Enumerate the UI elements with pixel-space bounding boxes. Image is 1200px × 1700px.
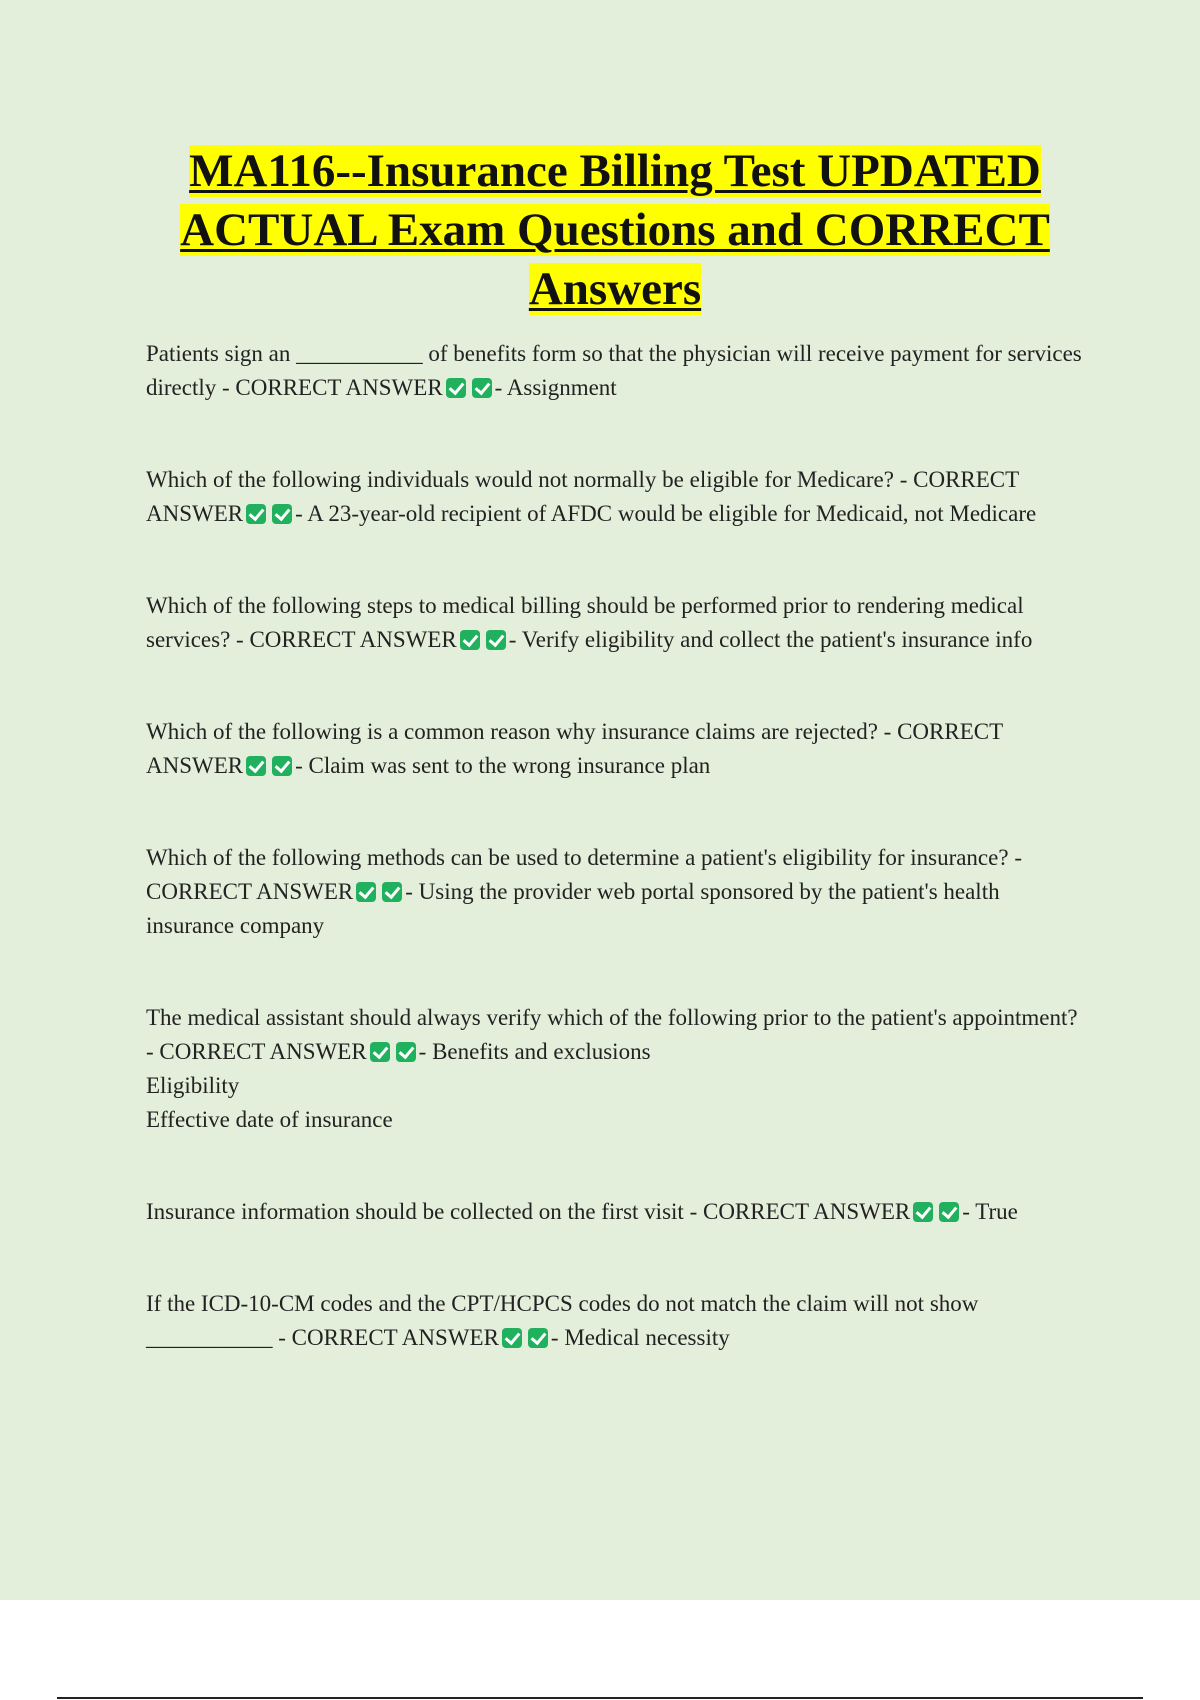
green-checkmark-icon: [460, 630, 480, 650]
qa-paragraph: [146, 1195, 1086, 1229]
qa-paragraph: [146, 337, 1086, 405]
green-checkmark-icon: [446, 378, 466, 398]
answer-marker: - CORRECT ANSWER: [689, 1199, 911, 1224]
answer-text: - Claim was sent to the wrong insurance plan: [295, 753, 711, 778]
qa-paragraph: [146, 1001, 1086, 1069]
answer-text: - Benefits and exclusions: [418, 1039, 651, 1064]
qa-paragraph: [146, 589, 1086, 657]
answer-marker: - CORRECT ANSWER: [146, 719, 1003, 778]
qa-paragraph: [146, 841, 1086, 943]
green-checkmark-icon: [528, 1328, 548, 1348]
answer-text: - Medical necessity: [550, 1325, 730, 1350]
green-checkmark-icon: [486, 630, 506, 650]
question-text: Which of the following is a common reason why insurance claims are rejected?: [146, 719, 878, 744]
green-checkmark-icon: [472, 378, 492, 398]
question-text: Patients sign an ___________ of benefits form so that the physician will receive payment for services directly: [146, 341, 1082, 400]
answer-text: - Assignment: [494, 375, 617, 400]
green-checkmark-icon: [939, 1202, 959, 1222]
answer-marker: - CORRECT ANSWER: [222, 375, 443, 400]
qa-paragraph: [146, 715, 1086, 783]
qa-item: [146, 841, 1086, 943]
document-title-text: MA116--Insurance Billing Test UPDATED ACTUAL Exam Questions and CORRECT Answers: [180, 145, 1050, 315]
answer-marker: - CORRECT ANSWER: [146, 845, 1022, 904]
green-checkmark-icon: [382, 882, 402, 902]
qa-item: [146, 1001, 1086, 1137]
answer-extra-line: Eligibility: [146, 1073, 240, 1098]
question-text: The medical assistant should always verify which of the following prior to the patient's appointment?: [146, 1005, 1078, 1030]
green-checkmark-icon: [370, 1042, 390, 1062]
answer-text: - A 23-year-old recipient of AFDC would be eligible for Medicaid, not Medicare: [295, 501, 1037, 526]
green-checkmark-icon: [272, 756, 292, 776]
question-text: Which of the following steps to medical billing should be performed prior to rendering medical services?: [146, 593, 1024, 652]
answer-marker: - CORRECT ANSWER: [278, 1325, 499, 1350]
qa-paragraph: [146, 1287, 1086, 1355]
qa-list: [146, 337, 1086, 1355]
qa-item: [146, 337, 1086, 405]
green-checkmark-icon: [246, 756, 266, 776]
green-checkmark-icon: [356, 882, 376, 902]
green-checkmark-icon: [913, 1202, 933, 1222]
answer-text: - Using the provider web portal sponsored by the patient's health insurance company: [146, 879, 1000, 938]
qa-item: [146, 589, 1086, 657]
question-text: If the ICD-10-CM codes and the CPT/HCPCS codes do not match the claim will not show ___________: [146, 1291, 979, 1350]
green-checkmark-icon: [396, 1042, 416, 1062]
qa-paragraph: [146, 463, 1086, 531]
qa-item: [146, 1195, 1086, 1229]
answer-text: - True: [962, 1199, 1018, 1224]
question-text: Which of the following individuals would not normally be eligible for Medicare?: [146, 467, 894, 492]
qa-item: [146, 463, 1086, 531]
answer-extra-line: Effective date of insurance: [146, 1107, 393, 1132]
page-bottom-divider: [57, 1697, 1143, 1699]
answer-marker: - CORRECT ANSWER: [146, 1039, 367, 1064]
green-checkmark-icon: [272, 504, 292, 524]
question-text: Which of the following methods can be used to determine a patient's eligibility for insurance?: [146, 845, 1009, 870]
qa-item: [146, 715, 1086, 783]
green-checkmark-icon: [502, 1328, 522, 1348]
question-text: Insurance information should be collected on the first visit: [146, 1199, 684, 1224]
document-title: [140, 142, 1090, 319]
answer-text: - Verify eligibility and collect the patient's insurance info: [508, 627, 1033, 652]
green-checkmark-icon: [246, 504, 266, 524]
answer-marker: - CORRECT ANSWER: [236, 627, 457, 652]
qa-item: [146, 1287, 1086, 1355]
answer-marker: - CORRECT ANSWER: [146, 467, 1019, 526]
